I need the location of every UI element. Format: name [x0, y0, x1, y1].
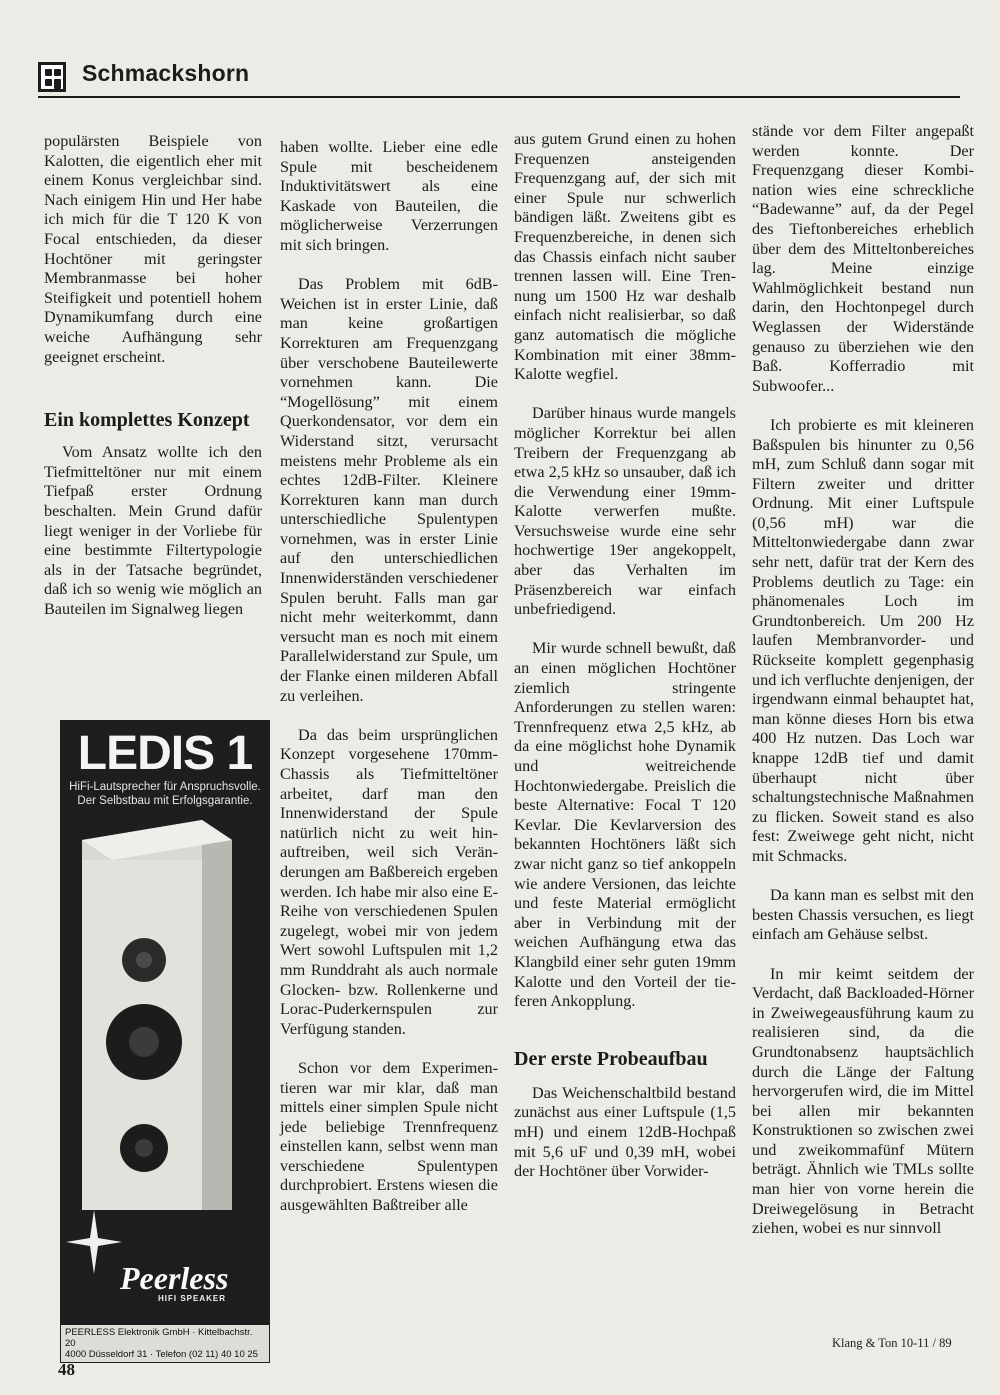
paragraph: Ich probierte es mit kleineren Baßspulen bis hinunter zu 0,56 mH, zum Schluß dann sogar mit Filtern zweiter und dritter Ordnung. Mit einer Luftspule (0,56 mH) war die Mitteltonwiedergabe dann zwar sehr nett, dafür trat der Kern des Problems deutlich zu Tage: ein phänomenales Loch im Grundtonbereich. Um 200 Hz laufen Membranvorder- und Rückseite komplett gegenphasig und ich verfluchte denjenigen, der irgendwann einmal behauptet hat, man könne dieses Horn bis etwa 400 Hz nutzen. Das Loch war knappe 12dB tief und damit überhaupt nicht über schaltungstechnische Maßnahmen zu flicken. Soweit stand es also fest: Zweiwege geht nicht, nicht mit Schmacks.: [752, 415, 974, 865]
ad-tagline-line: Der Selbstbau mit Erfolgsgarantie.: [77, 795, 253, 807]
page-number: 48: [58, 1360, 75, 1379]
paragraph: stände vor dem Filter angepaßt werden konnte. Der Frequenzgang dieser Kombination wies eine schreckliche “Badewanne” auf, da der Pegel des Tieftonbereiches erheblich über dem des Mitteltonbereiches lag. Meine einzige Wahlmöglichkeit bestand nun darin, den Hochtonpegel durch Weglassen der Widerstände genauso zu überziehen wie den Baß. Kofferradio mit Subwoofer...: [752, 122, 974, 395]
issue-label: Klang & Ton 10-11 / 89: [832, 1336, 952, 1350]
ad-tagline-line: HiFi-Lautsprecher für Anspruchsvolle.: [69, 781, 261, 793]
paragraph: In mir keimt seitdem der Verdacht, daß Backloaded-Hörner in Zweiwegeausführung kaum zu realisieren sind, da die Grundtonabsenz hauptsächlich durch die Länge der Faltung hervorgerufen wird, die im Mittel bei allen mir bekannten Konstruktionen so zwischen zwei und zweikommafünf Mütern beträgt. Ähnlich wie TMLs sollte man hier von vorne herein die Dreiwegelösung in Betracht ziehen, wobei es nur sinnvoll: [752, 964, 974, 1238]
advertisement: [60, 720, 270, 1360]
page-header: [38, 56, 960, 100]
paragraph: Da das beim ursprünglichen Konzept vorgesehene 170mm-Chassis als Tiefmitteltöner arbeitet, darf man den Innenwiderstand der Spule natürlich nicht zu weit hinauftreiben, weil sich Veränderungen am Baßbereich ergeben werden. Ich habe mir also eine E-Reihe von verschiedenen Spulen zugelegt, wobei mir von jedem Wert sowohl Luftspulen mit 1,2 mm Runddraht als auch normale Glocken- bzw. Rollenkerne und Lorac-Puderkernspulen zur Verfügung standen.: [280, 725, 498, 1038]
paragraph: Das Weichenschaltbild bestand zunächst aus einer Luftspule (1,5 mH) und einem 12dB-Hochpaß mit 5,6 uF und 0,39 mH, wobei der Hochtöner über Vorwider-: [514, 1083, 736, 1181]
brand-subtitle: HIFI SPEAKER: [158, 1294, 227, 1303]
header-rule: [38, 96, 960, 98]
paragraph: Das Problem mit 6dB-Weichen ist in erster Linie, daß man keine großartigen Korrekturen am Frequenzgang über verschobene Bauteilewerte vornehmen kann. Die “Mogellösung” mit einem Querkondensator, vor dem ein Widerstand sitzt, verursacht meistens mehr Probleme als ein echtes 12dB-Filter. Kleinere Korrekturen kann man durch unterschiedliche Spulentypen vornehmen, was in erster Linie auf den unterschiedlichen Innenwiderständen verschiedener Spulen beruht. Falls man gar nicht mehr weiterkommt, dann versucht man es noch mit einem Parallelwiderstand zur Spule, um der Flanke einen milderen Abfall zu verleihen.: [280, 275, 498, 705]
ad-title: LEDIS 1: [77, 727, 253, 780]
section-logo-icon: [38, 62, 66, 92]
sparkle-icon: [66, 1210, 122, 1274]
ad-address-line: PEERLESS Elektronik GmbH · Kittelbachstr. 20: [65, 1327, 253, 1349]
paragraph: aus gutem Grund einen zu hohen Frequenzen ansteigenden Frequenzgang auf, der sich mit einer Spule nur schwerlich bändigen läßt. Zweitens gibt es Frequenzbereiche, in denen sich das Chassis einfach nicht sauber trennen lassen will. Eine Trennung um 1500 Hz war deshalb einfach nicht realisierbar, so daß ganz automatisch die mögliche Kombination mit einer 38mm-Kalotte wegfiel.: [514, 130, 736, 384]
subheading: Der erste Probeaufbau: [514, 1047, 708, 1070]
column-1: [44, 132, 262, 619]
paragraph: Vom Ansatz wollte ich den Tiefmitteltöner nur mit einem Tiefpaß erster Ordnung beschalten. Mein Grund dafür liegt weniger in der Vorliebe für eine bestimmte Filtertypologie als in der Tatsache begründet, daß ich so wenig wie möglich an Bauteilen im Signalweg liegen: [44, 443, 262, 618]
paragraph: haben wollte. Lieber eine edle Spule mit bescheidenem Induktivitätswert als eine Kaskade von Bauteilen, die möglicherweise Verzerrungen mit sich bringen.: [280, 138, 498, 254]
paragraph: Darüber hinaus wurde mangels möglicher Korrektur bei allen Treibern der Frequenzgang ab etwa 2,5 kHz so unsauber, daß ich die Verwendung einer 19mm-Kalotte verwerfen mußte. Versuchsweise wurde eine sehr hochwertige 19er angekoppelt, aber das Verhalten im Präsenzbereich war einfach unbefriedigend.: [514, 404, 736, 619]
column-4: [752, 122, 974, 1239]
column-2: [280, 138, 498, 1216]
ad-address: [60, 1324, 270, 1363]
paragraph: Da kann man es selbst mit den besten Chassis versuchen, es liegt einfach am Gehäuse selbst.: [752, 886, 974, 944]
subheading: Ein komplettes Konzept: [44, 409, 250, 432]
column-3: [514, 130, 736, 1182]
speaker-cabinet-icon: [82, 820, 232, 1210]
paragraph: Schon vor dem Experimentieren war mir klar, daß man mittels einer simplen Spule nicht jede beliebige Trennfrequenz einstellen kann, selbst wenn man verschiedene Spulentypen durchprobiert. Erstens wiesen die ausgewählten Baßtreiber alle: [280, 1058, 498, 1215]
section-title: Schmackshorn: [82, 60, 250, 86]
paragraph: populärsten Beispiele von Kalotten, die eigentlich eher mit einem Konus vergleichbar sind. Nach einigem Hin und Her habe ich mich für die T 120 K von Focal entschieden, da dieser Hochtöner mit geringster Membranmasse bei hoher Steifigkeit und potentiell hohem Dynamikumfang durch eine weiche Aufhängung sehr geeignet erscheint.: [44, 132, 262, 366]
paragraph: Mir wurde schnell bewußt, daß an einen möglichen Hochtöner ziemlich stringente Anforderungen zu stellen waren: Trennfrequenz etwa 2,5 kHz, ab da eine möglichst hohe Dynamik und weitreichende Hochtonwiedergabe. Preislich die beste Alternative: Focal T 120 Kevlar. Die Kevlarversion des bekannten Hochtöners läßt sich zwar nicht ganz so tief ankoppeln wie andere Versionen, das leichte und feste Material ermöglicht aber in Verbindung mit der weichen Aufhängung etwa das Klangbild einer sehr guten 19mm Kalotte und den Vorteil der tieferen Ankopplung.: [514, 639, 736, 1011]
brand-logo: Peerless: [120, 1260, 229, 1296]
ad-tagline: [64, 780, 266, 808]
ad-address-line: 4000 Düsseldorf 31 · Telefon (02 11) 40 10 25: [65, 1349, 258, 1360]
